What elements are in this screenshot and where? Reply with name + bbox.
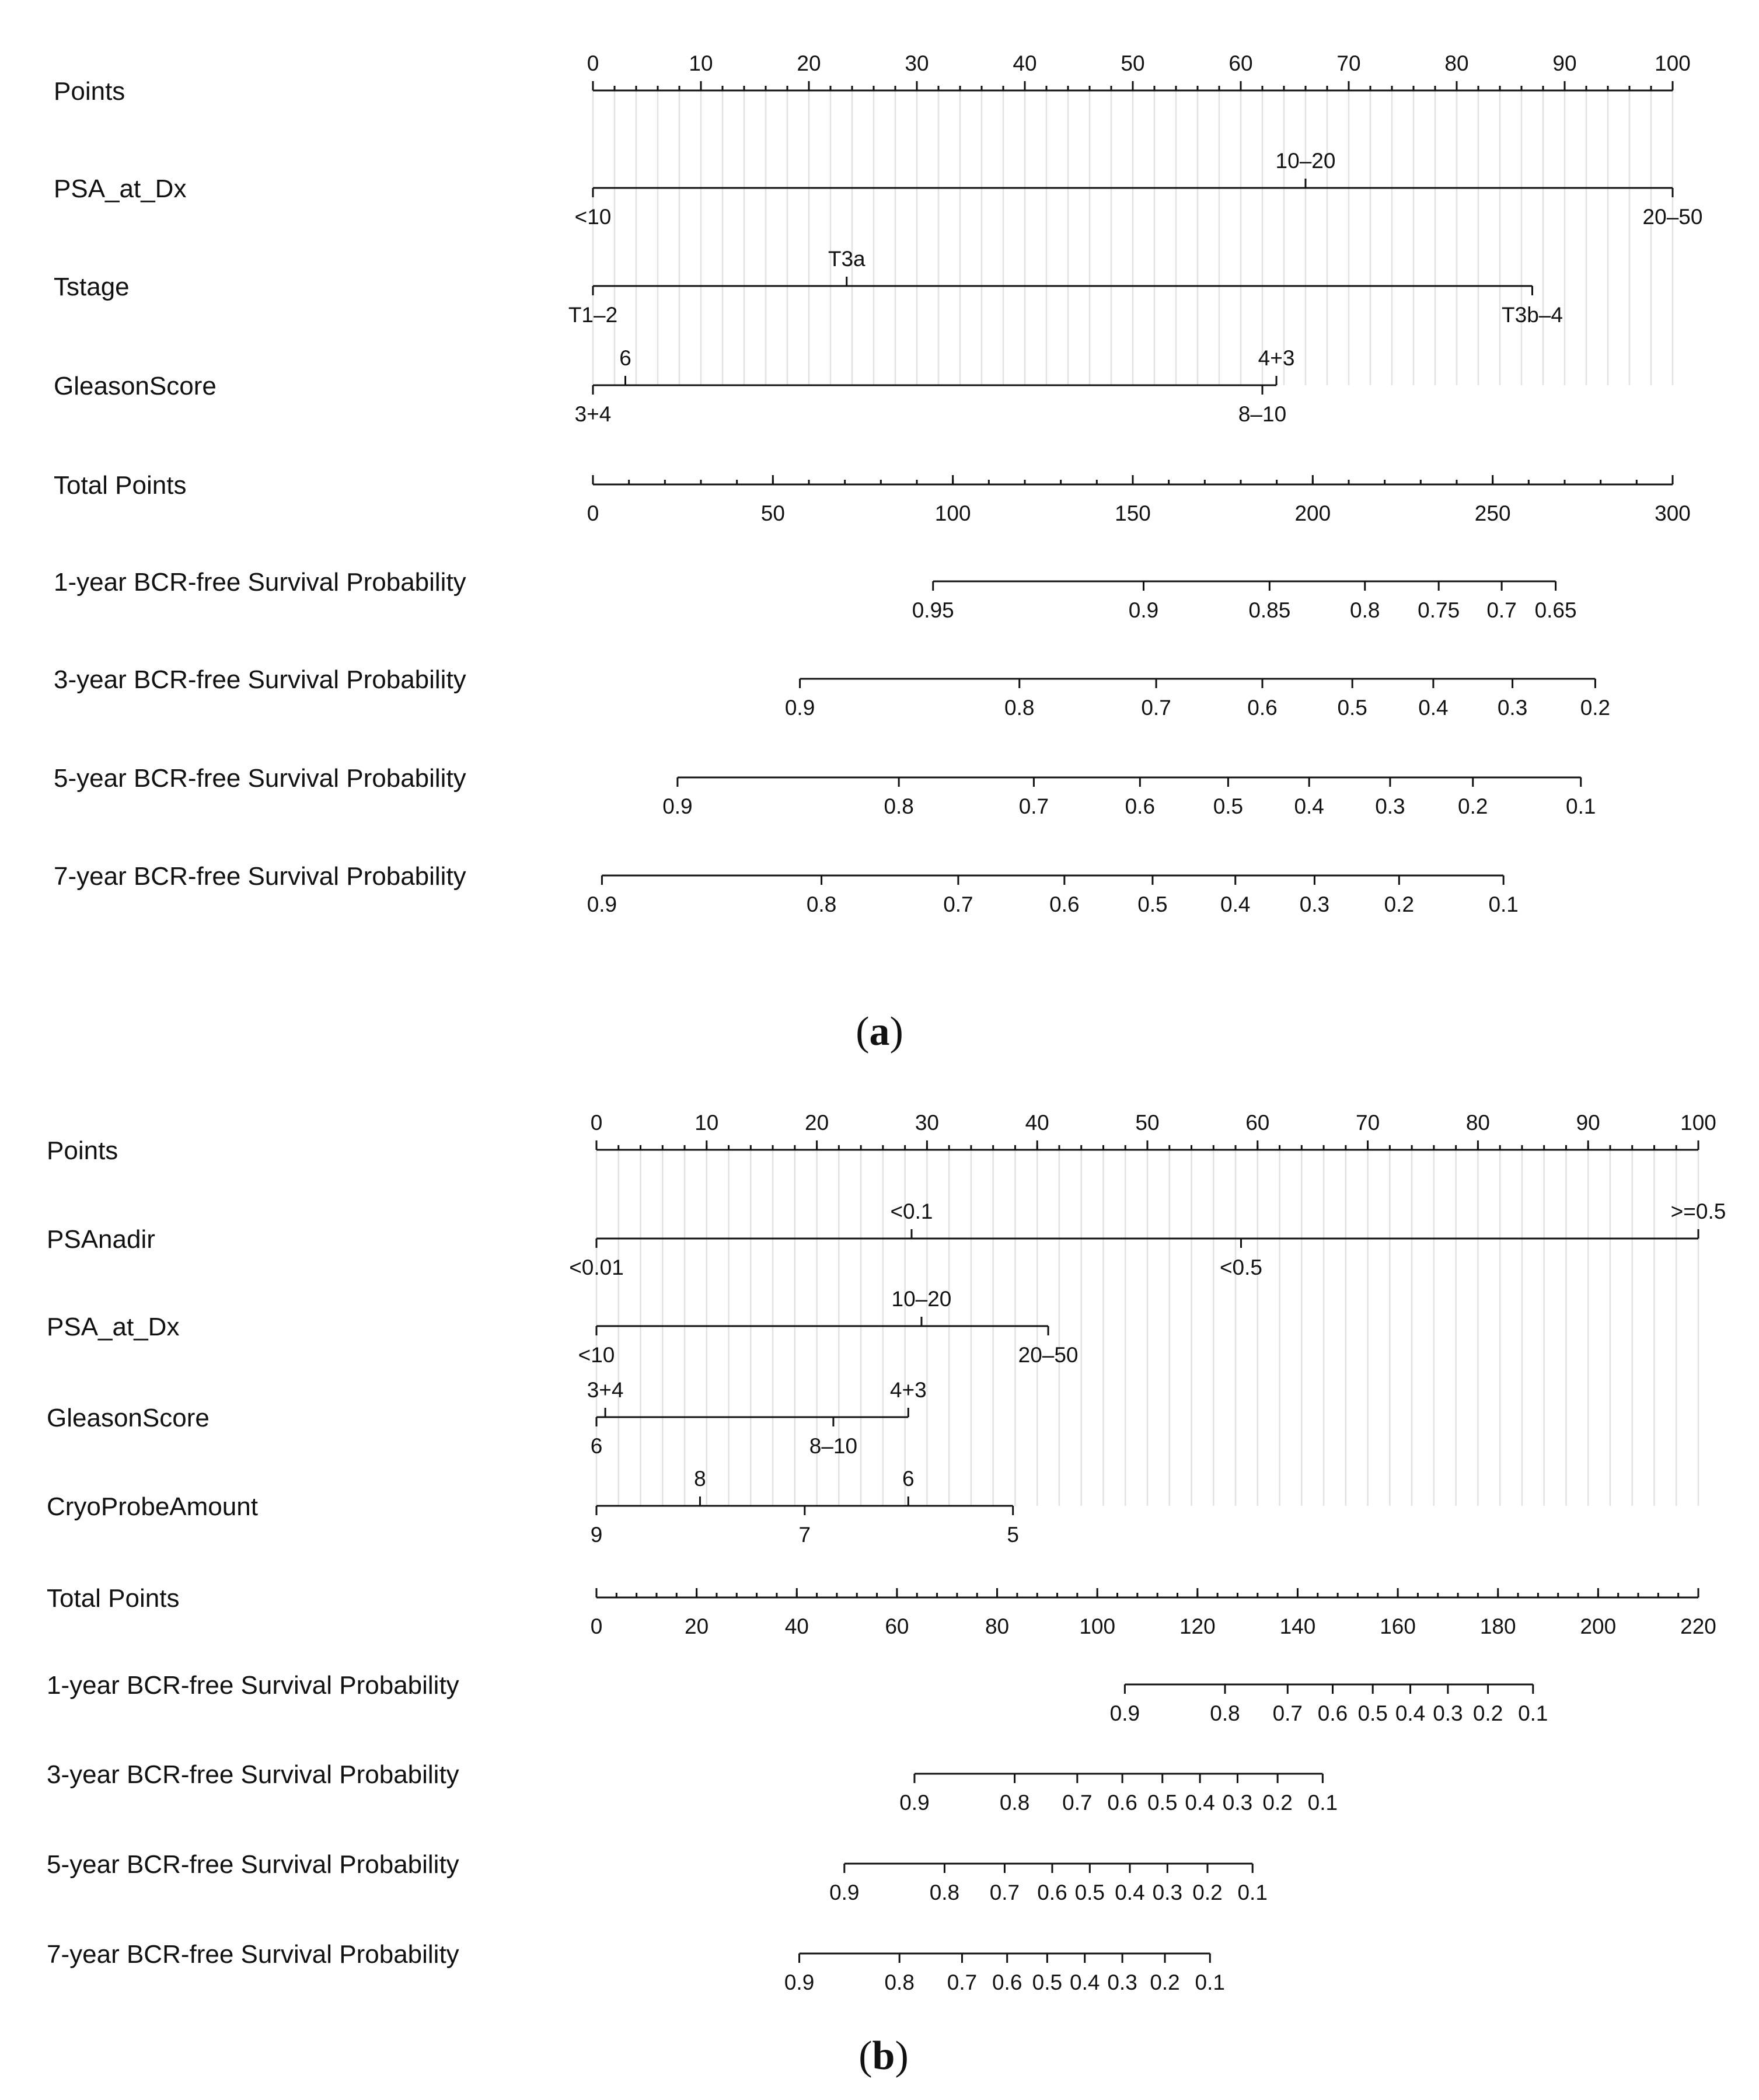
panel-b-cryoprobeamount-label: CryoProbeAmount — [47, 1492, 258, 1521]
panel-b-survival-7yr-tick-label: 0.2 — [1150, 1970, 1180, 1994]
panel-b-gleasonscore-level-label: 4+3 — [889, 1378, 927, 1402]
panel-a-survival-3yr-label: 3-year BCR-free Survival Probability — [54, 665, 466, 694]
panel-a — [54, 51, 1702, 1054]
panel-a-survival-7yr-tick-label: 0.7 — [943, 892, 973, 916]
panel-b-survival-3yr-tick-label: 0.2 — [1262, 1791, 1293, 1815]
panel-a-tstage-label: Tstage — [54, 273, 130, 301]
panel-b-caption: (b) — [858, 2033, 909, 2078]
panel-b-survival-3yr-label: 3-year BCR-free Survival Probability — [47, 1760, 459, 1789]
panel-a-gleasonscore-level-label: 3+4 — [574, 402, 612, 426]
panel-a-points-tick-label: 0 — [587, 51, 599, 75]
panel-a-survival-5yr-tick-label: 0.5 — [1213, 794, 1244, 818]
panel-b-psanadir-level-label: <0.1 — [890, 1199, 933, 1223]
panel-a-survival-7yr-tick-label: 0.8 — [806, 892, 837, 916]
panel-b-points-tick-label: 30 — [915, 1111, 939, 1135]
panel-a-points-tick-label: 40 — [1013, 51, 1037, 75]
panel-a-points-tick-label: 50 — [1121, 51, 1145, 75]
panel-b-survival-7yr-label: 7-year BCR-free Survival Probability — [47, 1940, 459, 1969]
panel-a-total-points-tick-label: 100 — [934, 501, 971, 525]
panel-a-survival-7yr-tick-label: 0.2 — [1384, 892, 1415, 916]
panel-a-gleasonscore-level-label: 4+3 — [1258, 346, 1295, 370]
panel-a-survival-1yr-tick-label: 0.95 — [912, 598, 954, 622]
panel-b-total-points-tick-label: 40 — [784, 1614, 809, 1638]
panel-b-survival-5yr-tick-label: 0.5 — [1074, 1881, 1105, 1904]
panel-b-survival-7yr-tick-label: 0.9 — [784, 1970, 815, 1994]
panel-b-survival-3yr-tick-label: 0.5 — [1147, 1791, 1178, 1815]
panel-a-survival-3yr-tick-label: 0.6 — [1247, 696, 1278, 720]
panel-b-psanadir-level-label: <0.5 — [1219, 1255, 1263, 1279]
panel-b-psanadir-level-label: >=0.5 — [1670, 1199, 1726, 1223]
panel-a-survival-3yr-tick-label: 0.7 — [1141, 696, 1171, 720]
panel-a-points-tick-label: 10 — [689, 51, 713, 75]
panel-b-survival-7yr-tick-label: 0.8 — [884, 1970, 915, 1994]
panel-a-survival-5yr-tick-label: 0.4 — [1294, 794, 1324, 818]
panel-a-survival-7yr-tick-label: 0.3 — [1299, 892, 1330, 916]
panel-b-cryoprobeamount-level-label: 9 — [590, 1523, 603, 1547]
panel-b-points-tick-label: 80 — [1465, 1111, 1490, 1135]
panel-b-total-points-tick-label: 160 — [1380, 1614, 1416, 1638]
panel-a-survival-3yr-tick-label: 0.9 — [784, 696, 815, 720]
panel-a-tstage-level-label: T1–2 — [568, 303, 618, 327]
panel-b-points-tick-label: 50 — [1135, 1111, 1160, 1135]
panel-b-survival-1yr-tick-label: 0.9 — [1109, 1701, 1140, 1725]
panel-a-total-points-tick-label: 50 — [760, 501, 785, 525]
panel-b-psa-at-dx-label: PSA_at_Dx — [47, 1313, 180, 1341]
panel-a-psa-at-dx-level-label: 20–50 — [1642, 205, 1703, 229]
panel-a-caption: (a) — [856, 1009, 903, 1054]
panel-b-cryoprobeamount-level-label: 5 — [1007, 1523, 1019, 1547]
panel-b-gleasonscore-label: GleasonScore — [47, 1404, 210, 1432]
panel-a-survival-3yr-tick-label: 0.3 — [1497, 696, 1528, 720]
panel-a-psa-at-dx-label: PSA_at_Dx — [54, 175, 187, 203]
panel-b-survival-1yr-tick-label: 0.2 — [1472, 1701, 1503, 1725]
panel-b-survival-5yr-tick-label: 0.1 — [1237, 1881, 1268, 1904]
panel-a-survival-1yr-tick-label: 0.85 — [1248, 598, 1291, 622]
panel-a-survival-7yr-tick-label: 0.6 — [1049, 892, 1080, 916]
panel-b-total-points-tick-label: 140 — [1279, 1614, 1316, 1638]
panel-b-survival-3yr-tick-label: 0.4 — [1185, 1791, 1215, 1815]
panel-a-survival-1yr-tick-label: 0.9 — [1128, 598, 1159, 622]
panel-a-points-tick-label: 90 — [1552, 51, 1577, 75]
panel-b-gleasonscore-level-label: 6 — [590, 1434, 603, 1458]
panel-b-psanadir-level-label: <0.01 — [569, 1255, 624, 1279]
panel-a-points-tick-label: 60 — [1228, 51, 1253, 75]
panel-b-points-label: Points — [47, 1136, 118, 1165]
panel-b-survival-3yr-tick-label: 0.9 — [899, 1791, 930, 1815]
panel-b-survival-5yr-tick-label: 0.6 — [1037, 1881, 1067, 1904]
panel-b-survival-5yr-tick-label: 0.4 — [1115, 1881, 1145, 1904]
panel-b-gleasonscore-level-label: 3+4 — [587, 1378, 624, 1402]
panel-b-survival-7yr-tick-label: 0.1 — [1195, 1970, 1225, 1994]
panel-b-points-tick-label: 90 — [1576, 1111, 1600, 1135]
panel-a-survival-5yr-tick-label: 0.3 — [1375, 794, 1405, 818]
panel-a-tstage-level-label: T3a — [828, 247, 865, 271]
panel-b-total-points-tick-label: 60 — [885, 1614, 909, 1638]
panel-a-survival-7yr-tick-label: 0.4 — [1220, 892, 1251, 916]
panel-b-survival-3yr-tick-label: 0.3 — [1222, 1791, 1253, 1815]
panel-b-survival-5yr-tick-label: 0.2 — [1192, 1881, 1223, 1904]
panel-a-survival-3yr-tick-label: 0.4 — [1418, 696, 1449, 720]
panel-b-survival-1yr-tick-label: 0.7 — [1272, 1701, 1303, 1725]
panel-b-points-tick-label: 100 — [1680, 1111, 1716, 1135]
panel-b-survival-7yr-tick-label: 0.4 — [1070, 1970, 1100, 1994]
panel-a-tstage-level-label: T3b–4 — [1502, 303, 1563, 327]
panel-a-psa-at-dx-level-label: 10–20 — [1275, 149, 1336, 173]
panel-b-gleasonscore-level-label: 8–10 — [809, 1434, 858, 1458]
panel-b-survival-5yr-tick-label: 0.3 — [1152, 1881, 1183, 1904]
panel-b-total-points-tick-label: 120 — [1179, 1614, 1216, 1638]
panel-b-total-points-tick-label: 220 — [1680, 1614, 1716, 1638]
panel-b-total-points-tick-label: 20 — [685, 1614, 709, 1638]
panel-b-survival-5yr-tick-label: 0.9 — [829, 1881, 860, 1904]
panel-b-survival-7yr-tick-label: 0.3 — [1107, 1970, 1137, 1994]
panel-a-survival-5yr-tick-label: 0.2 — [1458, 794, 1488, 818]
panel-a-gleasonscore-level-label: 8–10 — [1238, 402, 1287, 426]
panel-b-psa-at-dx-level-label: 10–20 — [891, 1287, 952, 1311]
panel-a-survival-5yr-tick-label: 0.1 — [1566, 794, 1596, 818]
panel-b-total-points-tick-label: 180 — [1479, 1614, 1516, 1638]
panel-b-survival-1yr-tick-label: 0.1 — [1518, 1701, 1548, 1725]
panel-b-survival-1yr-tick-label: 0.4 — [1395, 1701, 1426, 1725]
panel-b-cryoprobeamount-level-label: 7 — [798, 1523, 811, 1547]
panel-a-survival-7yr-tick-label: 0.5 — [1137, 892, 1168, 916]
panel-a-gleasonscore-label: GleasonScore — [54, 372, 217, 400]
panel-a-survival-1yr-tick-label: 0.75 — [1418, 598, 1460, 622]
panel-b-survival-3yr-tick-label: 0.7 — [1062, 1791, 1093, 1815]
panel-b-survival-7yr-tick-label: 0.7 — [947, 1970, 978, 1994]
panel-b-points-tick-label: 0 — [590, 1111, 603, 1135]
panel-a-survival-3yr-tick-label: 0.2 — [1580, 696, 1611, 720]
panel-b-survival-3yr-tick-label: 0.8 — [999, 1791, 1030, 1815]
panel-b-total-points-tick-label: 80 — [985, 1614, 1010, 1638]
panel-b-total-points-tick-label: 200 — [1580, 1614, 1617, 1638]
panel-a-survival-7yr-tick-label: 0.1 — [1488, 892, 1519, 916]
panel-b-survival-5yr-tick-label: 0.7 — [989, 1881, 1020, 1904]
panel-a-survival-3yr-tick-label: 0.5 — [1337, 696, 1367, 720]
panel-a-survival-5yr-tick-label: 0.6 — [1125, 794, 1156, 818]
panel-b-survival-3yr-tick-label: 0.6 — [1107, 1791, 1137, 1815]
panel-a-survival-1yr-label: 1-year BCR-free Survival Probability — [54, 568, 466, 596]
panel-b-points-tick-label: 70 — [1356, 1111, 1380, 1135]
panel-b-cryoprobeamount-level-label: 6 — [902, 1467, 915, 1491]
panel-a-total-points-tick-label: 250 — [1474, 501, 1511, 525]
panel-b-survival-1yr-tick-label: 0.6 — [1317, 1701, 1348, 1725]
panel-a-points-tick-label: 70 — [1336, 51, 1361, 75]
panel-b-total-points-tick-label: 0 — [590, 1614, 603, 1638]
panel-b-total-points-tick-label: 100 — [1079, 1614, 1116, 1638]
panel-b-points-tick-label: 10 — [694, 1111, 719, 1135]
panel-a-points-tick-label: 100 — [1655, 51, 1691, 75]
panel-a-survival-7yr-label: 7-year BCR-free Survival Probability — [54, 862, 466, 891]
panel-b-cryoprobeamount-level-label: 8 — [694, 1467, 706, 1491]
panel-b-survival-5yr-tick-label: 0.8 — [929, 1881, 960, 1904]
panel-b-survival-7yr-tick-label: 0.6 — [992, 1970, 1022, 1994]
panel-a-points-tick-label: 20 — [797, 51, 821, 75]
panel-a-survival-5yr-label: 5-year BCR-free Survival Probability — [54, 764, 466, 793]
panel-b-survival-1yr-label: 1-year BCR-free Survival Probability — [47, 1671, 459, 1700]
panel-b-survival-5yr-label: 5-year BCR-free Survival Probability — [47, 1850, 459, 1879]
panel-b-survival-7yr-tick-label: 0.5 — [1032, 1970, 1063, 1994]
panel-b-survival-1yr-tick-label: 0.5 — [1357, 1701, 1388, 1725]
panel-b-points-tick-label: 60 — [1245, 1111, 1270, 1135]
panel-b — [47, 1111, 1726, 2078]
panel-a-total-points-label: Total Points — [54, 471, 187, 500]
panel-a-survival-3yr-tick-label: 0.8 — [1004, 696, 1035, 720]
panel-a-points-label: Points — [54, 77, 125, 106]
panel-a-survival-5yr-tick-label: 0.8 — [884, 794, 914, 818]
panel-b-survival-3yr-tick-label: 0.1 — [1307, 1791, 1338, 1815]
panel-b-points-tick-label: 40 — [1025, 1111, 1049, 1135]
panel-a-psa-at-dx-level-label: <10 — [574, 205, 612, 229]
panel-a-survival-7yr-tick-label: 0.9 — [587, 892, 617, 916]
panel-a-survival-1yr-tick-label: 0.7 — [1486, 598, 1517, 622]
panel-b-survival-1yr-tick-label: 0.3 — [1433, 1701, 1463, 1725]
panel-a-points-tick-label: 80 — [1444, 51, 1469, 75]
panel-a-total-points-tick-label: 0 — [587, 501, 599, 525]
panel-a-survival-5yr-tick-label: 0.9 — [662, 794, 693, 818]
panel-a-total-points-tick-label: 150 — [1115, 501, 1151, 525]
panel-a-total-points-tick-label: 300 — [1655, 501, 1691, 525]
panel-a-points-tick-label: 30 — [905, 51, 929, 75]
panel-a-survival-5yr-tick-label: 0.7 — [1018, 794, 1049, 818]
panel-a-survival-1yr-tick-label: 0.65 — [1534, 598, 1577, 622]
panel-b-points-tick-label: 20 — [805, 1111, 829, 1135]
panel-b-psa-at-dx-level-label: <10 — [578, 1343, 615, 1367]
panel-b-psa-at-dx-level-label: 20–50 — [1018, 1343, 1079, 1367]
panel-b-survival-1yr-tick-label: 0.8 — [1210, 1701, 1240, 1725]
panel-b-total-points-label: Total Points — [47, 1584, 180, 1613]
panel-b-psanadir-label: PSAnadir — [47, 1225, 155, 1254]
panel-a-total-points-tick-label: 200 — [1294, 501, 1331, 525]
panel-a-gleasonscore-level-label: 6 — [619, 346, 631, 370]
panel-a-survival-1yr-tick-label: 0.8 — [1350, 598, 1380, 622]
